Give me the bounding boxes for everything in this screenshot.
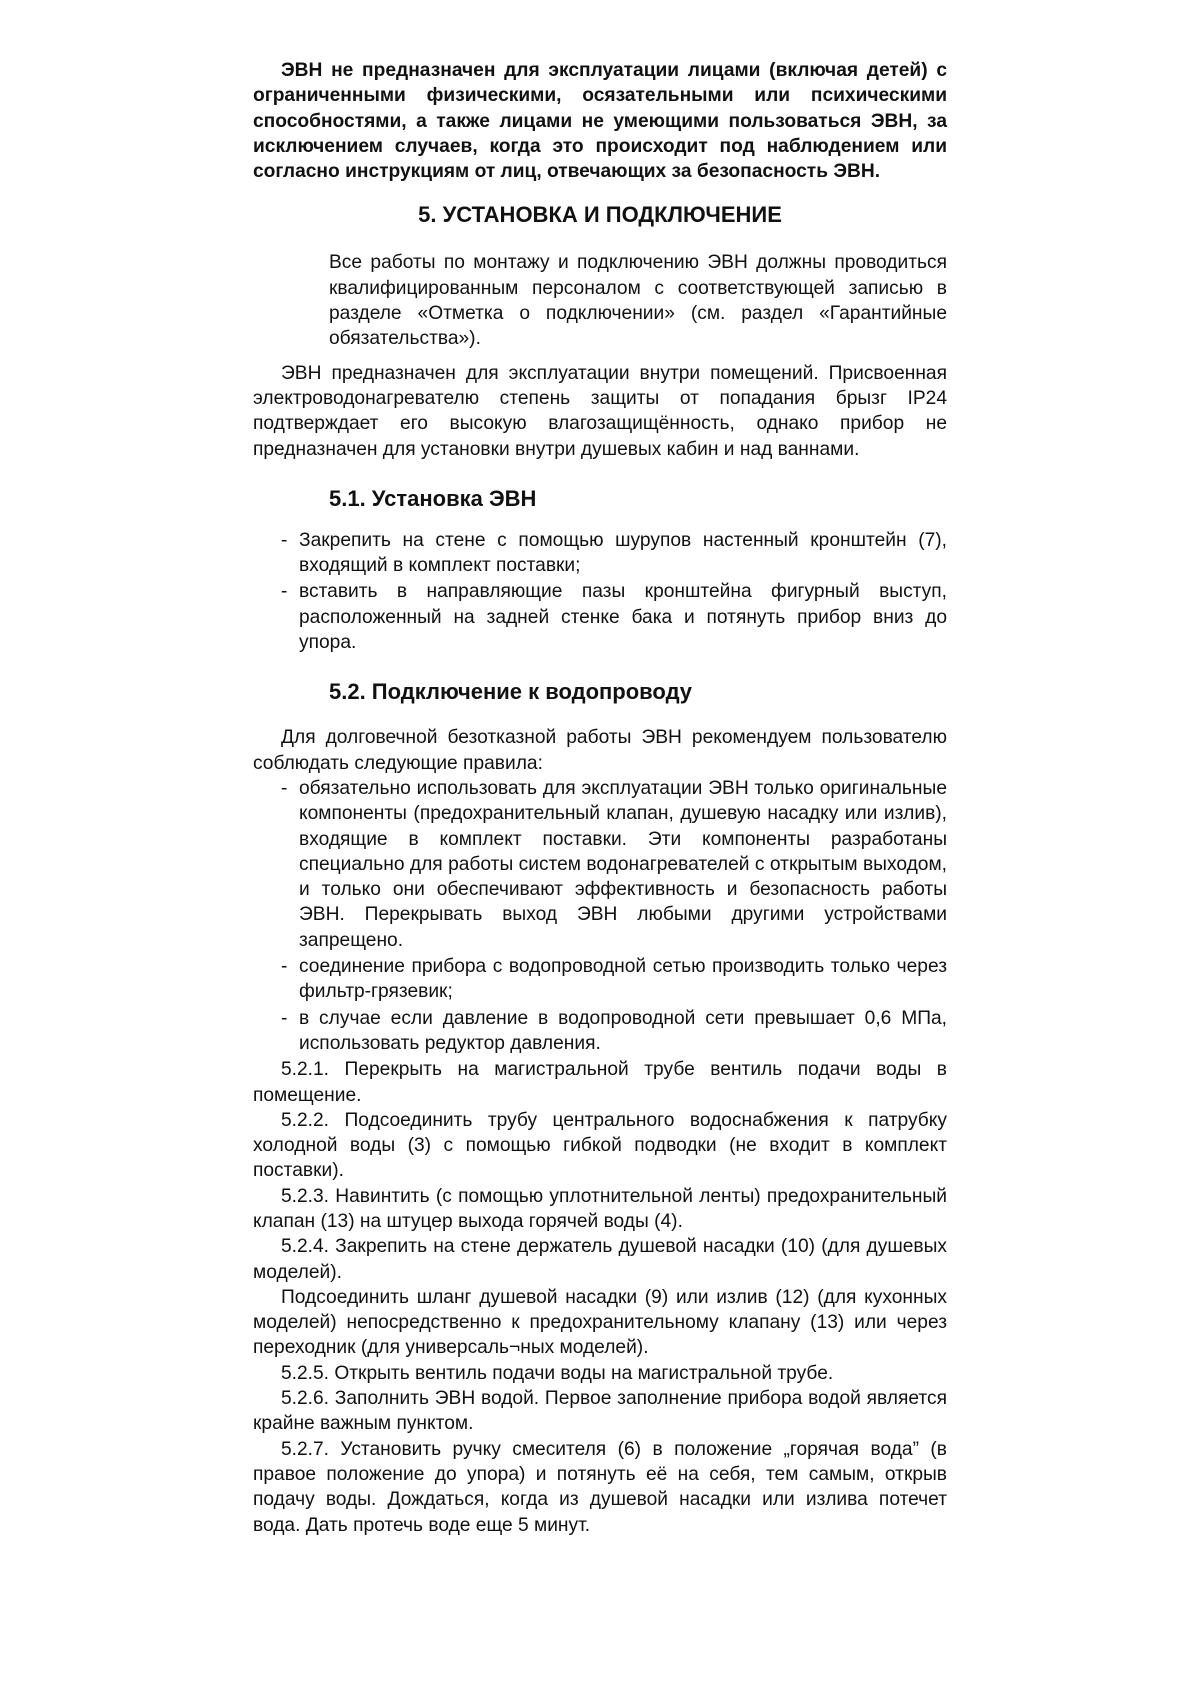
- section-5-2-title: 5.2. Подключение к водопроводу: [329, 679, 693, 705]
- step-5-2-3: 5.2.3. Навинтить (с помощью уплотнительной ленты) предохранительный клапан (13) на штуцер выхода горячей воды (4).: [253, 1185, 947, 1232]
- step-5-2-5: 5.2.5. Открыть вентиль подачи воды на магистральной трубе.: [281, 1362, 834, 1384]
- warning-paragraph: ЭВН не предназначен для эксплуатации лицами (включая детей) с ограниченными физическими, осязательными или психическими способностями, а также лицами не умеющими пользоваться ЭВН, за исключением случаев, когда это происходит под наблюдением или согласно инструкциям от лиц, отвечающих за безопасность ЭВН.: [253, 60, 947, 183]
- document-page: [253, 58, 947, 1538]
- installation-steps-list: [253, 528, 947, 655]
- list-item: [253, 528, 947, 579]
- list-item: [253, 1006, 947, 1057]
- list-item-text: соединение прибора с водопроводной сетью производить только через фильтр-грязевик;: [299, 956, 947, 1003]
- dash-marker: -: [281, 581, 288, 603]
- rules-list: [253, 776, 947, 1056]
- list-item: [253, 776, 947, 953]
- section-5-2-intro: Для долговечной безотказной работы ЭВН рекомендуем пользователю соблюдать следующие правила:: [253, 727, 947, 774]
- dash-marker: -: [281, 1007, 288, 1029]
- list-item-text: Закрепить на стене с помощью шурупов настенный кронштейн (7), входящий в комплект поставки;: [299, 529, 947, 577]
- list-item-text: обязательно использовать для эксплуатации ЭВН только оригинальные компоненты (предохранительный клапан, душевую насадку или излив), входящие в комплект поставки. Эти компоненты разработаны специально для работы систем водонагревателей с открытым выходом, и только они обеспечивают эффективность и безопасность работы ЭВН. Перекрывать выход ЭВН любыми другими устройствами запрещено.: [299, 777, 947, 951]
- list-item: [253, 579, 947, 655]
- step-5-2-1: 5.2.1. Перекрыть на магистральной трубе вентиль подачи воды в помещение.: [253, 1059, 947, 1106]
- step-5-2-4-continued: Подсоединить шланг душевой насадки (9) или излив (12) (для кухонных моделей) непосредственно к предохранительному клапану (13) или через переходник (для универсаль¬ных моделей).: [253, 1286, 947, 1359]
- list-item-text: вставить в направляющие пазы кронштейна фигурный выступ, расположенный на задней стенке бака и потянуть прибор вниз до упора.: [299, 581, 947, 654]
- dash-marker: -: [281, 529, 288, 551]
- step-5-2-6: 5.2.6. Заполнить ЭВН водой. Первое заполнение прибора водой является крайне важным пунктом.: [253, 1388, 947, 1435]
- dash-marker: -: [281, 956, 288, 978]
- step-5-2-4: 5.2.4. Закрепить на стене держатель душевой насадки (10) (для душевых моделей).: [253, 1236, 947, 1283]
- section-5-intro: ЭВН предназначен для эксплуатации внутри помещений. Присвоенная электроводонагревателю степень защиты от попадания брызг IP24 подтверждает его высокую влагозащищённость, однако прибор не предназначен для установки внутри душевых кабин и над ваннами.: [253, 362, 947, 460]
- installer-note: Все работы по монтажу и подключению ЭВН должны проводиться квалифицированным персоналом с соответствующей записью в разделе «Отметка о подключении» (см. раздел «Гарантийные обязательства»).: [329, 252, 947, 350]
- dash-marker: -: [281, 777, 288, 799]
- list-item-text: в случае если давление в водопроводной сети превышает 0,6 МПа, использовать редуктор давления.: [299, 1007, 947, 1054]
- list-item: [253, 954, 947, 1005]
- step-5-2-7: 5.2.7. Установить ручку смесителя (6) в положение „горячая вода” (в правое положение до упора) и потянуть её на себя, тем самым, открыв подачу воды. Дождаться, когда из душевой насадки или излива потечет вода. Дать протечь воде еще 5 минут.: [253, 1438, 947, 1536]
- step-5-2-2: 5.2.2. Подсоединить трубу центрального водоснабжения к патрубку холодной воды (3) с помощью гибкой подводки (не входит в комплект поставки).: [253, 1109, 947, 1182]
- section-5-1-title: 5.1. Установка ЭВН: [329, 485, 537, 511]
- section-5-title: 5. УСТАНОВКА И ПОДКЛЮЧЕНИЕ: [418, 202, 782, 228]
